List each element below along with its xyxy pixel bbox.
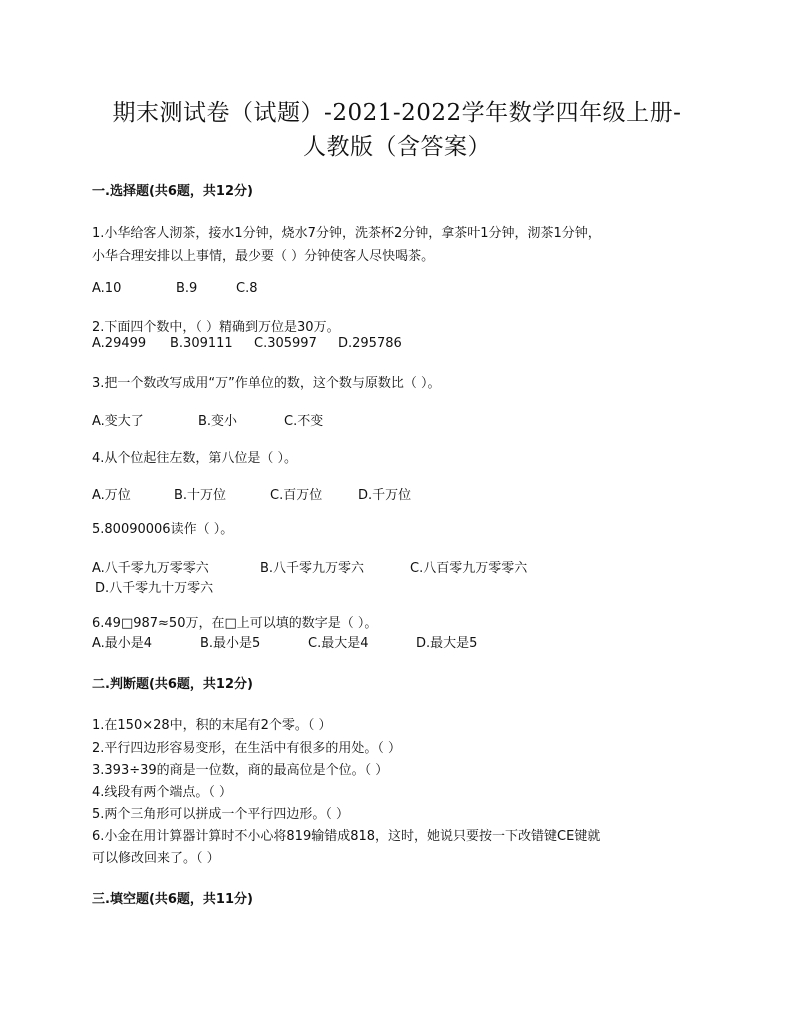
q4-option-a: A.万位: [92, 488, 131, 503]
q2-options: [92, 336, 402, 351]
q2-option-d: D.295786: [338, 336, 402, 351]
q3-option-c: C.不变: [284, 414, 324, 429]
section-3-heading: 三.填空题(共6题，共11分): [92, 892, 253, 907]
q6-text: 6.49□987≈50万，在□上可以填的数字是（ ）。: [92, 616, 378, 631]
q5-options-row-1: [92, 557, 527, 576]
q1-line-2: 小华合理安排以上事情，最少要（ ）分钟使客人尽快喝茶。: [92, 249, 435, 264]
q3-options: [92, 410, 323, 429]
judge-item-3: 3.393÷39的商是一位数，商的最高位是个位。（ ）: [92, 763, 389, 778]
q6-option-a: A.最小是4: [92, 636, 153, 651]
q1-option-b: B.9: [176, 281, 198, 296]
q5-option-a: A.八千零九万零零六: [92, 561, 209, 576]
q2-option-b: B.309111: [170, 336, 233, 351]
title-line-1: 期末测试卷（试题）-2021-2022学年数学四年级上册-: [112, 100, 682, 126]
q2-option-c: C.305997: [254, 336, 317, 351]
q4-option-c: C.百万位: [270, 488, 323, 503]
section-1-heading: 一.选择题(共6题，共12分): [92, 184, 253, 199]
q1-option-c: C.8: [236, 281, 258, 296]
q2-text: 2.下面四个数中，（ ）精确到万位是30万。: [92, 320, 340, 335]
q4-options: [92, 484, 411, 503]
q3-option-b: B.变小: [198, 414, 238, 429]
judge-item-5: 5.两个三角形可以拼成一个平行四边形。（ ）: [92, 807, 350, 822]
judge-item-1: 1.在150×28中，积的末尾有2个零。（ ）: [92, 718, 332, 733]
q5-text: 5.80090006读作（ ）。: [92, 522, 234, 537]
title-line-2: 人教版（含答案）: [303, 134, 491, 160]
q1-options: [92, 281, 257, 296]
judge-item-6-line-2: 可以修改回来了。（ ）: [92, 851, 220, 866]
q6-option-c: C.最大是4: [308, 636, 369, 651]
q1-option-a: A.10: [92, 281, 122, 296]
q5-option-d: D.八千零九十万零六: [95, 581, 214, 596]
judge-item-6-line-1: 6.小金在用计算器计算时不小心将819输错成818，这时，她说只要按一下改错键CE键就: [92, 829, 601, 844]
q6-options: [92, 632, 477, 651]
q6-option-b: B.最小是5: [200, 636, 261, 651]
q2-option-a: A.29499: [92, 336, 147, 351]
section-2-heading: 二.判断题(共6题，共12分): [92, 677, 253, 692]
q4-text: 4.从个位起往左数，第八位是（ ）。: [92, 451, 298, 466]
judge-item-4: 4.线段有两个端点。（ ）: [92, 785, 233, 800]
q3-text: 3.把一个数改写成用“万”作单位的数，这个数与原数比（ ）。: [92, 376, 441, 391]
judge-item-2: 2.平行四边形容易变形，在生活中有很多的用处。（ ）: [92, 741, 402, 756]
q6-option-d: D.最大是5: [416, 636, 478, 651]
q5-option-c: C.八百零九万零零六: [410, 561, 528, 576]
q3-option-a: A.变大了: [92, 414, 144, 429]
q1-line-1: 1.小华给客人沏茶，接水1分钟，烧水7分钟，洗茶杯2分钟，拿茶叶1分钟，沏茶1分钟，: [92, 226, 601, 241]
q5-options-row-2: [95, 577, 213, 596]
q4-option-b: B.十万位: [174, 488, 227, 503]
q5-option-b: B.八千零九万零六: [260, 561, 365, 576]
q4-option-d: D.千万位: [358, 488, 412, 503]
